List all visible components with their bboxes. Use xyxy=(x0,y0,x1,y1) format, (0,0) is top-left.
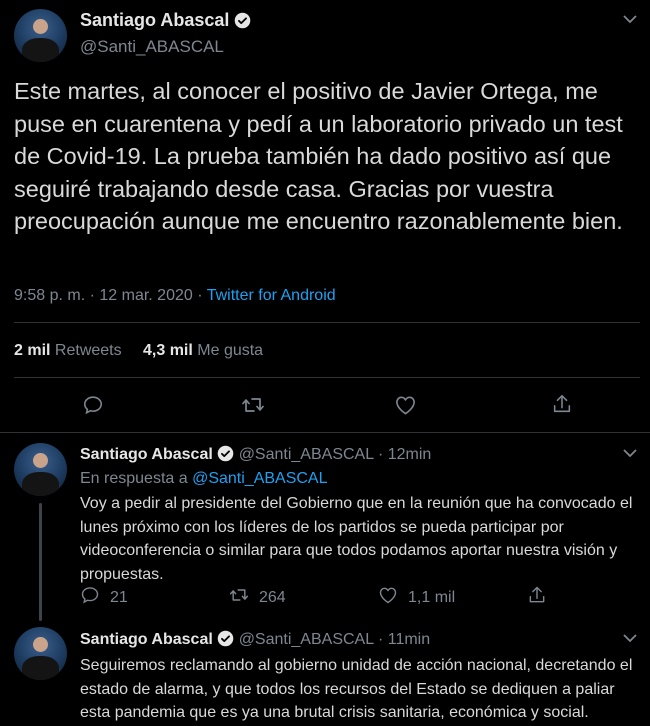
author-handle[interactable]: @Santi_ABASCAL xyxy=(80,37,224,56)
tweet-timestamp[interactable]: · 12min xyxy=(377,446,432,463)
retweet-icon xyxy=(229,585,249,610)
reply-count: 21 xyxy=(110,588,128,606)
retweets-label: Retweets xyxy=(54,342,122,359)
reply-to-handle[interactable]: @Santi_ABASCAL xyxy=(192,470,328,487)
author-name[interactable]: Santiago Abascal xyxy=(80,631,213,648)
author-handle[interactable]: @Santi_ABASCAL xyxy=(238,446,374,463)
verified-badge-icon xyxy=(217,630,234,647)
author-name[interactable]: Santiago Abascal xyxy=(80,10,230,30)
reply-icon xyxy=(80,585,100,610)
author-name[interactable]: Santiago Abascal xyxy=(80,446,213,463)
reply-context-label: En respuesta a xyxy=(80,470,193,487)
retweets-stat[interactable] xyxy=(14,342,122,360)
share-icon[interactable] xyxy=(551,393,573,420)
reply-icon[interactable] xyxy=(82,394,104,421)
verified-badge-icon xyxy=(234,12,251,29)
like-count: 1,1 mil xyxy=(408,588,456,606)
avatar[interactable] xyxy=(14,627,67,680)
avatar[interactable] xyxy=(14,443,67,496)
chevron-down-icon[interactable] xyxy=(622,446,638,464)
likes-count: 4,3 mil xyxy=(143,342,193,359)
like-icon[interactable] xyxy=(394,394,417,421)
author-handle[interactable]: @Santi_ABASCAL xyxy=(238,631,374,648)
retweet-icon[interactable] xyxy=(241,394,265,421)
tweet-text: Voy a pedir al presidente del Gobierno que en la reunión que ha convocado el lunes próximo con los líderes de los partidos se pueda participar por videoconferencia o similar para que todos podamos aportar nuestra visión y propuestas. xyxy=(80,495,633,583)
tweet-text: Seguiremos reclamando al gobierno unidad de acción nacional, decretando el estado de alarma, y que todos los recursos del Estado se dediquen a paliar esta pandemia que es ya una brutal crisis sanitaria, económica y social. xyxy=(80,657,633,721)
chevron-down-icon[interactable] xyxy=(622,12,638,28)
chevron-down-icon[interactable] xyxy=(622,631,638,649)
avatar[interactable] xyxy=(14,9,67,62)
share-icon xyxy=(527,585,547,610)
like-button[interactable] xyxy=(378,585,455,610)
reply-button[interactable] xyxy=(80,585,128,610)
tweet-text: Este martes, al conocer el positivo de Javier Ortega, me puse en cuarentena y pedí a un laboratorio privado un test de Covid-19. La prueba también ha dado positivo así que seguiré trabajando desde casa. Gracias por vuestra preocupación aunque me encuentro razonablemente bien. xyxy=(14,78,623,234)
thread-line xyxy=(39,503,42,621)
likes-label: Me gusta xyxy=(197,342,264,359)
retweet-count: 264 xyxy=(259,588,286,606)
verified-badge-icon xyxy=(217,445,234,462)
retweet-button[interactable] xyxy=(229,585,286,610)
retweets-count: 2 mil xyxy=(14,342,51,359)
likes-stat[interactable] xyxy=(143,342,263,360)
tweet-timestamp[interactable]: · 11min xyxy=(377,631,431,648)
share-button[interactable] xyxy=(527,585,547,610)
like-icon xyxy=(378,585,398,610)
tweet-timestamp[interactable]: 9:58 p. m. · 12 mar. 2020 · xyxy=(14,287,207,304)
tweet-source[interactable]: Twitter for Android xyxy=(206,287,336,304)
